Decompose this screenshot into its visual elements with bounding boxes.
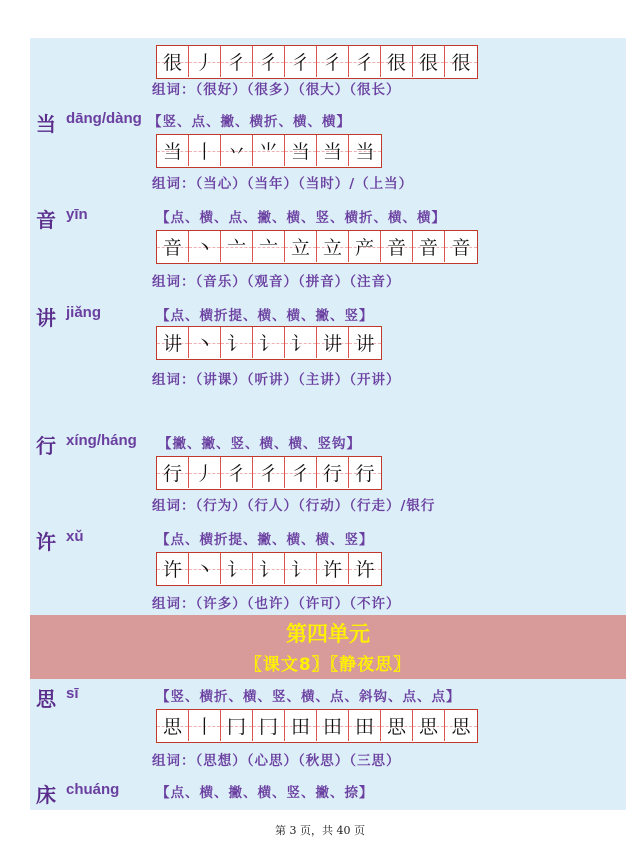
stroke-grid	[156, 134, 382, 168]
pinyin: yīn	[66, 206, 88, 223]
headword: 许	[36, 530, 56, 554]
unit-header	[30, 615, 626, 679]
grid-cell: 彳	[221, 457, 253, 488]
grid-cell: 很	[157, 46, 189, 77]
stroke-order: 【竖、横折、横、竖、横、点、斜钩、点、点】	[156, 689, 461, 705]
pinyin: xíng/háng	[66, 432, 137, 449]
grid-cell: 音	[445, 231, 477, 262]
grid-cell: 音	[413, 231, 445, 262]
grid-cell: 丿	[189, 457, 221, 488]
stroke-grid	[156, 552, 382, 586]
pinyin: jiǎng	[66, 304, 102, 321]
grid-cell: 音	[157, 231, 189, 262]
grid-cell: 思	[445, 710, 477, 741]
grid-cell: 彳	[253, 457, 285, 488]
grid-cell: 丶	[189, 231, 221, 262]
grid-cell: 讠	[221, 553, 253, 584]
grid-cell: 彳	[317, 46, 349, 77]
grid-cell: 许	[317, 553, 349, 584]
grid-cell: 产	[349, 231, 381, 262]
grid-cell: 丷	[221, 135, 253, 166]
pinyin: dāng/dàng	[66, 110, 142, 127]
grid-cell: 彳	[349, 46, 381, 77]
stroke-order: 【撇、撇、竖、横、横、竖钩】	[158, 436, 361, 452]
grid-cell: 彳	[221, 46, 253, 77]
grid-cell: 行	[349, 457, 381, 488]
grid-cell: 彳	[285, 457, 317, 488]
grid-cell: 当	[285, 135, 317, 166]
stroke-order: 【点、横、撇、横、竖、撇、捺】	[156, 785, 374, 801]
grid-cell: 许	[157, 553, 189, 584]
grid-cell: 很	[381, 46, 413, 77]
grid-cell: 亠	[253, 231, 285, 262]
word-examples: 组词：（很好）（很多）（很大）（很长）	[152, 82, 401, 98]
unit-title: 第四单元	[286, 622, 370, 646]
grid-cell: 讲	[157, 327, 189, 358]
grid-cell: 讠	[285, 327, 317, 358]
grid-cell: 讠	[253, 327, 285, 358]
stroke-order: 【点、横折提、撇、横、横、竖】	[156, 532, 374, 548]
grid-cell: 冂	[253, 710, 285, 741]
headword: 床	[36, 783, 56, 807]
grid-cell: 彳	[285, 46, 317, 77]
grid-cell: 冂	[221, 710, 253, 741]
grid-cell: 很	[413, 46, 445, 77]
word-examples: 组词：（讲课）（听讲）（主讲）（开讲）	[152, 372, 401, 388]
grid-cell: 丶	[189, 553, 221, 584]
grid-cell: 丨	[189, 710, 221, 741]
grid-cell: 讲	[349, 327, 381, 358]
grid-cell: 思	[381, 710, 413, 741]
grid-cell: ⺌	[253, 135, 285, 166]
headword: 音	[36, 208, 56, 232]
stroke-order: 【点、横、点、撇、横、竖、横折、横、横】	[156, 210, 446, 226]
word-examples: 组词：（当心）（当年）（当时）/（上当）	[152, 176, 414, 192]
grid-cell: 丨	[189, 135, 221, 166]
grid-cell: 田	[285, 710, 317, 741]
lesson-title: 〖课文8〗〖静夜思〗	[244, 655, 412, 675]
headword: 讲	[36, 306, 56, 330]
stroke-grid	[156, 709, 478, 743]
grid-cell: 当	[157, 135, 189, 166]
headword: 当	[36, 112, 56, 136]
grid-cell: 思	[157, 710, 189, 741]
grid-cell: 讠	[221, 327, 253, 358]
word-examples: 组词：（思想）（心思）（秋思）（三思）	[152, 753, 401, 769]
grid-cell: 讠	[285, 553, 317, 584]
pinyin: chuáng	[66, 781, 120, 798]
word-examples: 组词：（许多）（也许）（许可）（不许）	[152, 596, 401, 612]
stroke-grid	[156, 456, 382, 490]
grid-cell: 行	[317, 457, 349, 488]
grid-cell: 讠	[253, 553, 285, 584]
grid-cell: 很	[445, 46, 477, 77]
pinyin: sī	[66, 685, 79, 702]
word-examples: 组词：（行为）（行人）（行动）（行走）/银行	[152, 498, 436, 514]
grid-cell: 思	[413, 710, 445, 741]
grid-cell: 丶	[189, 327, 221, 358]
grid-cell: 彳	[253, 46, 285, 77]
stroke-grid	[156, 230, 478, 264]
word-examples: 组词：（音乐）（观音）（拼音）（注音）	[152, 274, 401, 290]
stroke-grid	[156, 45, 478, 79]
stroke-grid	[156, 326, 382, 360]
grid-cell: 行	[157, 457, 189, 488]
grid-cell: 当	[349, 135, 381, 166]
headword: 行	[36, 434, 56, 458]
grid-cell: 立	[317, 231, 349, 262]
grid-cell: 亠	[221, 231, 253, 262]
grid-cell: 讲	[317, 327, 349, 358]
headword: 思	[36, 687, 56, 711]
page-number: 第 3 页，共 40 页	[275, 824, 365, 837]
grid-cell: 音	[381, 231, 413, 262]
pinyin: xǔ	[66, 528, 84, 545]
stroke-order: 【竖、点、撇、横折、横、横】	[148, 114, 351, 130]
grid-cell: 田	[317, 710, 349, 741]
stroke-order: 【点、横折提、横、横、撇、竖】	[156, 308, 374, 324]
grid-cell: 当	[317, 135, 349, 166]
grid-cell: 立	[285, 231, 317, 262]
grid-cell: 许	[349, 553, 381, 584]
grid-cell: 丿	[189, 46, 221, 77]
grid-cell: 田	[349, 710, 381, 741]
